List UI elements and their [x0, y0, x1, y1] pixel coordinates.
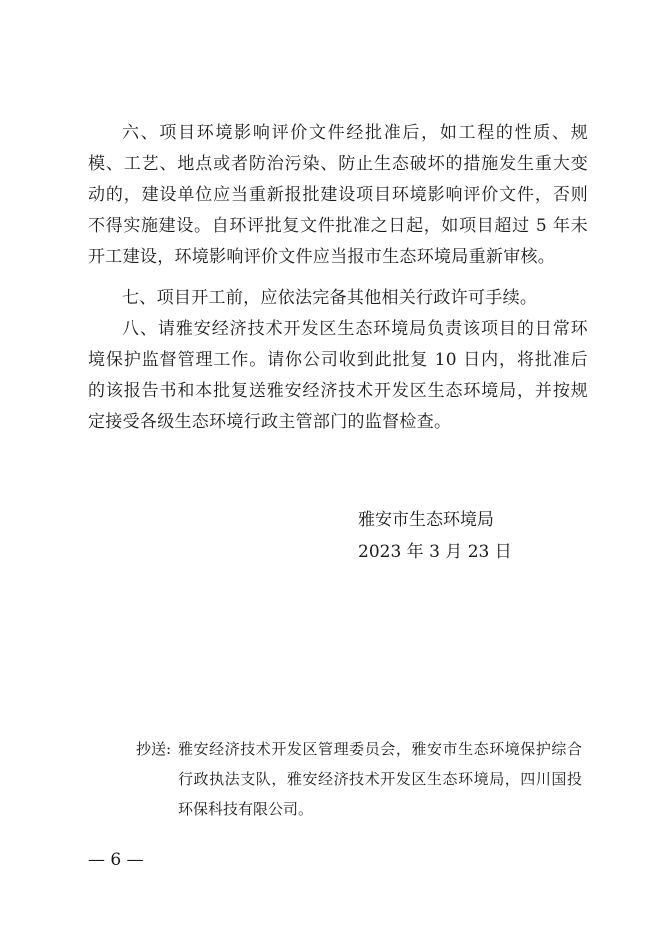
cc-recipients: 雅安经济技术开发区管理委员会，雅安市生态环境保护综合行政执法支队，雅安经济技术开发区生态环境局，四川国投环保科技有限公司。 — [178, 740, 582, 818]
issue-date: 2023 年 3 月 23 日 — [358, 542, 512, 562]
paragraph-item-8: 八、请雅安经济技术开发区生态环境局负责该项目的日常环境保护监督管理工作。请你公司收到此批复 10 日内，将批准后的该报告书和本批复送雅安经济技术开发区生态环境局，并按规定接受各级生态环境行政主管部门的监督检查。 — [88, 319, 588, 432]
paragraph-item-6: 六、项目环境影响评价文件经批准后，如工程的性质、规模、工艺、地点或者防治污染、防止生态破坏的措施发生重大变动的，建设单位应当重新报批建设项目环境影响评价文件，否则不得实施建设。自环评批复文件批准之日起，如项目超过 5 年未开工建设，环境影响评价文件应当报市生态环境局重新审核。 — [88, 123, 588, 267]
paragraph-item-7: 七、项目开工前，应依法完备其他相关行政许可手续。 — [122, 288, 538, 308]
cc-label: 抄送: — [136, 740, 172, 758]
page-number: — 6 — — [88, 850, 144, 870]
issuing-organization: 雅安市生态环境局 — [358, 510, 494, 530]
